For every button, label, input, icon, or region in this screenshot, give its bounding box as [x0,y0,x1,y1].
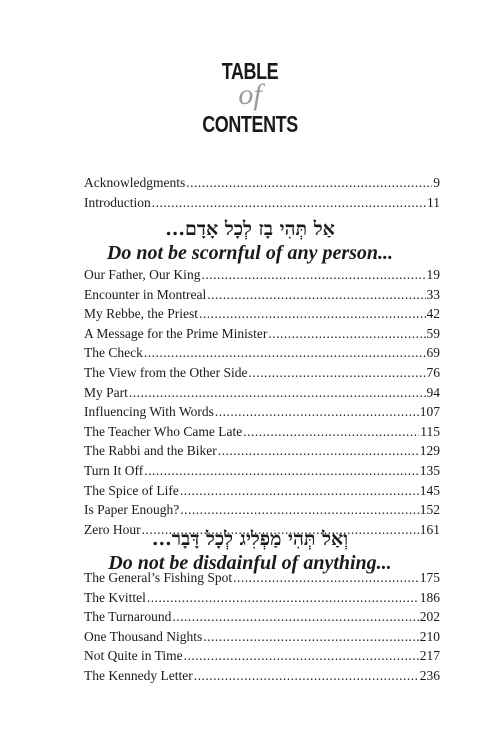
section-1-list [84,265,440,539]
entry-title: Turn It Off [84,462,144,478]
leader-dots [194,666,419,686]
entry-title: The Turnaround [84,609,172,625]
entry-title: Not Quite in Time [84,648,183,664]
entry-page: 19 [426,267,440,282]
entry-title: Acknowledgments [84,175,186,190]
leader-dots [233,568,419,588]
entry-title: The Rabbi and the Biker [84,443,217,459]
entry-page: 161 [419,521,440,537]
front-matter-list [84,173,440,212]
toc-entry[interactable] [84,324,440,344]
toc-entry[interactable] [84,627,440,647]
entry-title: The Kvittel [84,589,146,605]
toc-entry[interactable] [84,500,440,520]
entry-page: 210 [419,628,440,644]
toc-entry[interactable] [84,402,440,422]
entry-title: The General’s Fishing Spot [84,570,233,585]
entry-title: Is Paper Enough? [84,502,180,518]
leader-dots [147,588,419,608]
heading-of: of [238,78,262,111]
section-1-header [0,217,500,265]
leader-dots [207,285,425,305]
entry-title: Our Father, Our King [84,267,201,282]
leader-dots [249,363,426,383]
entry-title: One Thousand Nights [84,628,203,644]
section-2-list [84,568,440,686]
entry-page: 94 [426,384,440,400]
entry-page: 129 [419,443,440,459]
section-hebrew-title: אַל תְּהִי בָז לְכָל אָדָם... [165,218,335,240]
leader-dots [186,173,432,193]
entry-title: The Spice of Life [84,482,179,498]
toc-entry[interactable] [84,265,440,285]
entry-page: 115 [420,423,440,439]
entry-title: Influencing With Words [84,404,214,420]
entry-page: 175 [419,570,440,585]
toc-entry[interactable] [84,666,440,686]
entry-page: 202 [419,609,440,625]
toc-entry[interactable] [84,422,440,442]
entry-title: The View from the Other Side [84,364,248,380]
entry-page: 152 [419,502,440,518]
entry-page: 11 [427,194,440,210]
toc-entry[interactable] [84,383,440,403]
toc-entry[interactable] [84,568,440,588]
leader-dots [203,627,419,647]
entry-title: My Part [84,384,128,400]
entry-page: 42 [426,306,440,322]
leader-dots [129,383,426,403]
leader-dots [180,481,419,501]
leader-dots [201,265,425,285]
leader-dots [144,343,426,363]
entry-page: 33 [426,286,440,302]
toc-entry[interactable] [84,588,440,608]
leader-dots [199,304,426,324]
entry-page: 69 [426,345,440,361]
entry-title: A Message for the Prime Minister [84,325,268,341]
leader-dots [218,441,419,461]
entry-page: 186 [419,589,440,605]
entry-title: Introduction [84,194,151,210]
toc-entry[interactable] [84,285,440,305]
entry-title: Zero Hour [84,521,141,537]
toc-entry[interactable] [84,363,440,383]
toc-entry[interactable] [84,304,440,324]
entry-page: 9 [433,175,440,190]
toc-entry[interactable] [84,343,440,363]
leader-dots [243,422,419,442]
toc-entry[interactable] [84,481,440,501]
toc-entry[interactable] [84,646,440,666]
entry-page: 59 [426,325,440,341]
leader-dots [180,500,419,520]
toc-entry[interactable] [84,193,440,213]
section-english-title: Do not be disdainful of anything... [108,552,392,574]
entry-page: 76 [426,364,440,380]
toc-entry[interactable] [84,173,440,193]
toc-entry[interactable] [84,441,440,461]
entry-page: 145 [419,482,440,498]
leader-dots [144,461,418,481]
heading-contents: CONTENTS [202,111,298,137]
entry-page: 217 [419,648,440,664]
entry-title: My Rebbe, the Priest [84,306,198,322]
section-english-title: Do not be scornful of any person... [106,242,394,264]
entry-page: 236 [419,667,440,683]
entry-page: 107 [419,404,440,420]
leader-dots [268,324,425,344]
heading-table: TABLE [221,58,279,84]
entry-title: The Kennedy Letter [84,667,193,683]
entry-title: The Check [84,345,143,361]
leader-dots [172,607,418,627]
section-hebrew-title: וְאַל תְּהִי מַפְלִיג לְכָל דָּבָר... [151,528,349,550]
leader-dots [184,646,419,666]
entry-title: The Teacher Who Came Late [84,423,243,439]
entry-title: Encounter in Montreal [84,286,207,302]
leader-dots [215,402,419,422]
entry-page: 135 [419,462,440,478]
toc-entry[interactable] [84,607,440,627]
toc-entry[interactable] [84,461,440,481]
leader-dots [152,193,426,213]
